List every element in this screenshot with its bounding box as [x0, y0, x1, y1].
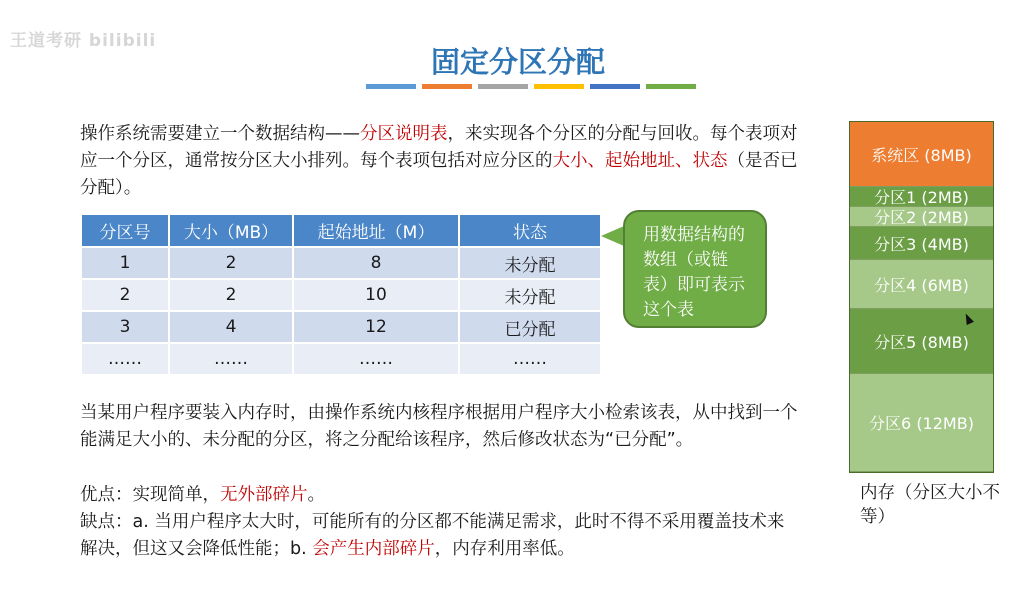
pros-cons-paragraph: [80, 482, 800, 563]
header-status: 状态: [459, 214, 601, 247]
table-cell: 已分配: [459, 311, 601, 343]
table-cell: 4: [169, 311, 293, 343]
watermark: 王道考研 bilibili: [10, 31, 157, 51]
table-cell: ……: [81, 343, 169, 375]
intro-highlight-fields: 大小、起始地址、状态: [552, 151, 728, 171]
stripe-3: [478, 84, 528, 89]
table-cell: 3: [81, 311, 169, 343]
memory-block-partition-4: 分区4 (6MB): [850, 260, 993, 309]
stripe-2: [422, 84, 472, 89]
table-cell: 2: [81, 279, 169, 311]
header-size: 大小（MB）: [169, 214, 293, 247]
intro-text-2: ，来实现各个分区的分配与回收。每个表项对应一个分区，通常按分区大小排列。每个表项包括对应分区的: [80, 124, 798, 171]
table-row: [81, 279, 601, 311]
callout-pointer: [601, 226, 624, 246]
memory-diagram: [849, 121, 994, 473]
table-cell: 12: [293, 311, 459, 343]
pros-line: [80, 482, 800, 509]
memory-block-partition-6: 分区6 (12MB): [850, 374, 993, 472]
table-cell: 8: [293, 247, 459, 279]
partition-table: [80, 213, 602, 376]
table-header-row: [81, 214, 601, 247]
stripe-5: [590, 84, 640, 89]
memory-block-partition-5: 分区5 (8MB): [850, 309, 993, 374]
table-row: [81, 343, 601, 375]
pros-highlight: 无外部碎片: [220, 485, 308, 505]
table-cell: ……: [293, 343, 459, 375]
stripe-1: [366, 84, 416, 89]
table-cell: 10: [293, 279, 459, 311]
table-row: [81, 247, 601, 279]
stripe-6: [646, 84, 696, 89]
slide-title: 固定分区分配: [430, 45, 605, 79]
pros-label: 优点：实现简单，: [80, 485, 220, 505]
memory-block-partition-1: 分区1 (2MB): [850, 187, 993, 207]
table-cell: 2: [169, 247, 293, 279]
stripe-4: [534, 84, 584, 89]
title-underline-stripes: [366, 84, 696, 89]
cons-text-2: ，内存利用率低。: [434, 539, 575, 559]
callout-note: 用数据结构的数组（或链表）即可表示这个表: [623, 210, 767, 328]
allocation-paragraph: 当某用户程序要装入内存时，由操作系统内核程序根据用户程序大小检索该表，从中找到一个能满足大小的、未分配的分区，将之分配给该程序，然后修改状态为“已分配”。: [80, 403, 798, 450]
memory-caption: 内存（分区大小不等）: [860, 483, 1000, 527]
cons-line: [80, 509, 800, 563]
table-row: [81, 311, 601, 343]
table-cell: 未分配: [459, 279, 601, 311]
intro-text-1: 操作系统需要建立一个数据结构——: [80, 124, 360, 144]
table-cell: 2: [169, 279, 293, 311]
table-cell: 未分配: [459, 247, 601, 279]
cons-highlight: 会产生内部碎片: [312, 539, 435, 559]
memory-block-system: 系统区 (8MB): [850, 122, 993, 187]
pros-end: 。: [307, 485, 325, 505]
intro-text-3: （是否已分配）。: [80, 151, 798, 198]
cons-text-1: 缺点：a. 当用户程序太大时，可能所有的分区都不能满足需求，此时不得不采用覆盖技术来解决，但这又会降低性能；b.: [80, 512, 785, 559]
table-cell: ……: [459, 343, 601, 375]
memory-block-partition-2: 分区2 (2MB): [850, 207, 993, 227]
intro-paragraph: [80, 121, 800, 202]
header-partition-no: 分区号: [81, 214, 169, 247]
memory-block-partition-3: 分区3 (4MB): [850, 227, 993, 260]
intro-highlight-table: 分区说明表: [360, 124, 448, 144]
table-cell: ……: [169, 343, 293, 375]
header-start-address: 起始地址（M）: [293, 214, 459, 247]
table-cell: 1: [81, 247, 169, 279]
